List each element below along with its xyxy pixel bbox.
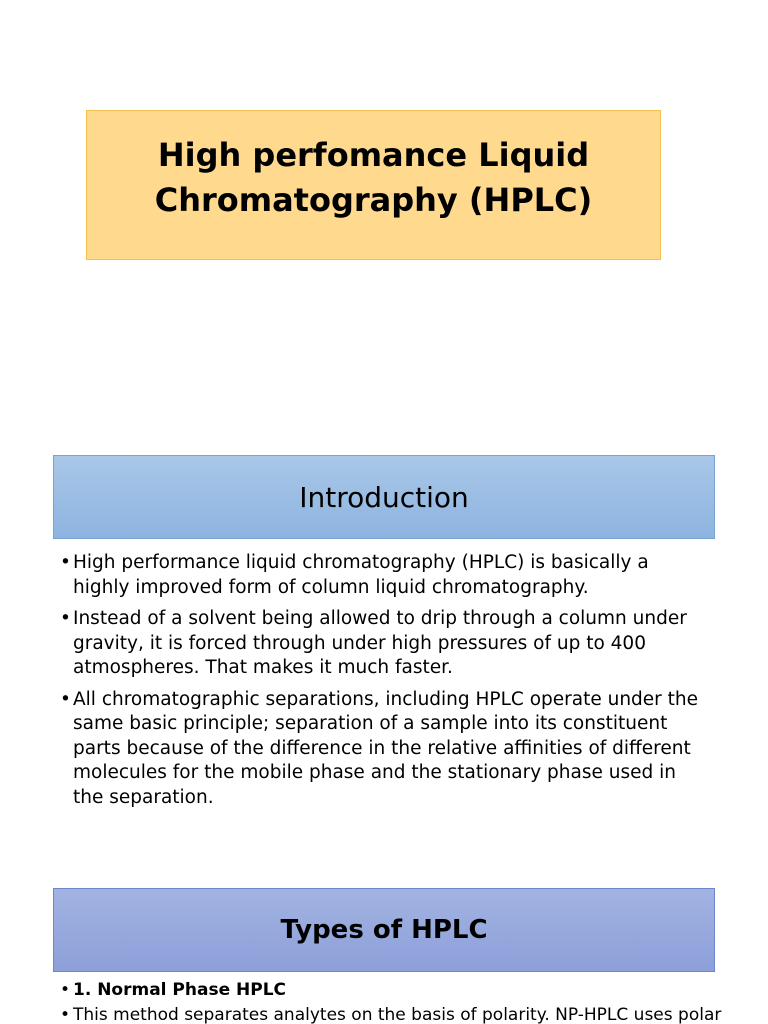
bullet-icon: • — [60, 608, 71, 629]
list-item — [60, 978, 710, 1002]
bullet-text: 1. Normal Phase HPLC — [73, 980, 287, 1000]
bullet-icon: • — [60, 552, 71, 573]
list-item — [60, 688, 710, 811]
introduction-bullet-list — [60, 551, 710, 817]
types-header-bar — [53, 888, 715, 972]
introduction-header-bar — [53, 455, 715, 539]
title-box — [86, 110, 661, 260]
document-title — [155, 133, 593, 223]
list-item — [60, 551, 710, 600]
bullet-icon: • — [60, 1005, 71, 1024]
list-item — [60, 1003, 722, 1024]
title-line-2: Chromatography (HPLC) — [154, 180, 593, 219]
bullet-icon: • — [60, 688, 71, 710]
bullet-text: Instead of a solvent being allowed to drip through a column under gravity, it is forced through under high pressures of up to 400 atmospheres. That makes it much faster. — [73, 608, 687, 678]
types-heading: Types of HPLC — [280, 915, 488, 945]
introduction-heading: Introduction — [299, 480, 469, 514]
list-item — [60, 607, 710, 681]
types-bullet-list — [60, 978, 722, 1024]
bullet-text: This method separates analytes on the basis of polarity. NP-HPLC uses polar — [73, 1005, 722, 1024]
title-line-1: High perfomance Liquid — [157, 135, 590, 174]
bullet-icon: • — [60, 980, 71, 1000]
bullet-text: All chromatographic separations, including HPLC operate under the same basic principle; separation of a sample into its constituent parts because of the difference in the relative affinities of different molecules for the mobile phase and the stationary phase used in the separation. — [73, 688, 699, 808]
bullet-text: High performance liquid chromatography (HPLC) is basically a highly improved form of column liquid chromatography. — [73, 552, 649, 598]
